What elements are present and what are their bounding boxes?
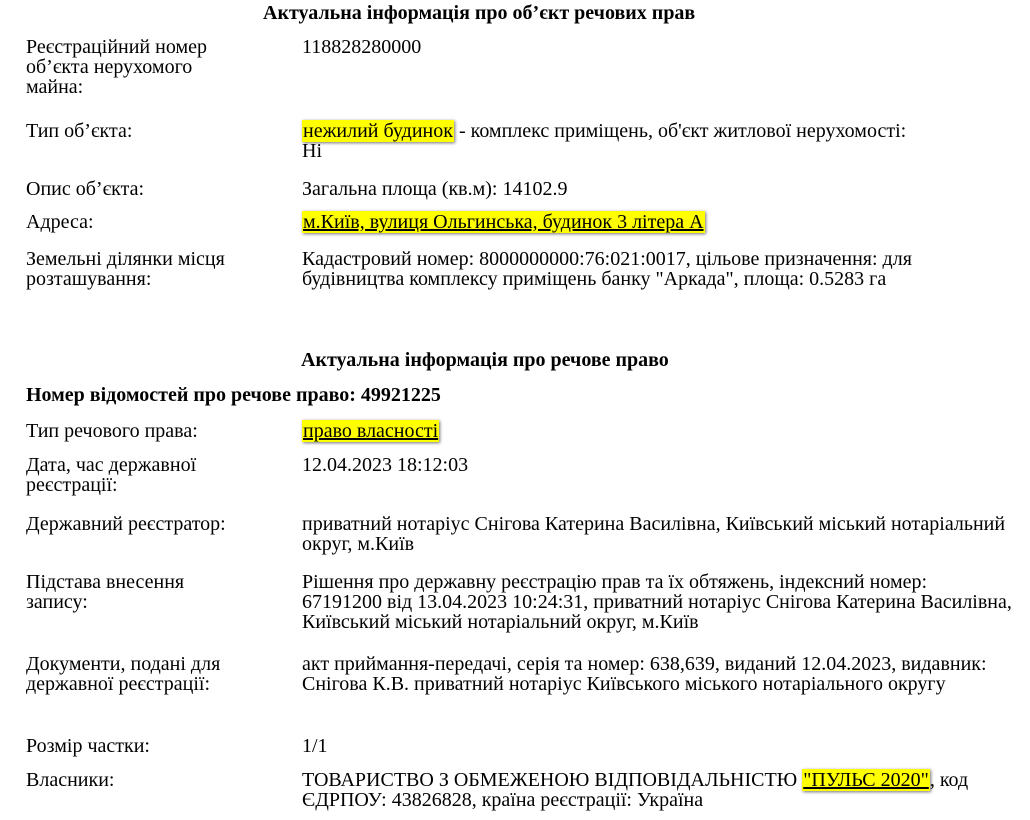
entry-basis-row [26,572,1016,638]
right-section-title: Актуальна інформація про речове право [301,349,669,371]
object-type-row [26,121,1016,165]
registration-number-label: Реєстраційний номер об’єкта нерухомого майна: [26,36,207,98]
documents-row [26,654,1016,720]
share-size-row [26,736,1016,758]
owners-value [302,770,987,810]
object-type-value [302,121,922,161]
object-description-value: Загальна площа (кв.м): 14102.9 [302,178,568,200]
entry-basis-value: Рішення про державну реєстрацію прав та їх обтяжень, індексний номер: 67191200 від 13.04.2023 10:24:31, приватний нотаріус Снігова Катерина Василівна, Київський міський нотаріальний округ, м.Київ [302,571,1012,633]
registration-number-value: 118828280000 [302,36,422,58]
share-size-label: Розмір частки: [26,735,150,757]
registrar-value: приватний нотаріус Снігова Катерина Василівна, Київський міський нотаріальний округ, м.Київ [302,513,1006,555]
owners-highlight[interactable]: "ПУЛЬС 2020" [803,769,929,791]
owners-rest: , код ЄДРПОУ: 43826828, країна реєстрації: Україна [302,769,969,811]
address-label: Адреса: [26,211,94,233]
owners-prefix: ТОВАРИСТВО З ОБМЕЖЕНОЮ ВІДПОВІДАЛЬНІСТЮ [302,769,803,791]
right-type-row [26,421,1016,443]
share-size-value: 1/1 [302,735,328,757]
owners-row [26,770,1016,814]
registrar-row [26,514,1016,558]
right-type-highlight[interactable]: право власності [303,420,439,442]
address-value [302,212,1012,232]
registration-datetime-row [26,455,1016,499]
address-highlight[interactable]: м.Київ, вулиця Ольгинська, будинок 3 літера А [303,211,704,233]
object-description-row [26,179,1016,201]
documents-value: акт приймання-передачі, серія та номер: 638,639, виданий 12.04.2023, видавник: Снігова К.В. приватний нотаріус Київського міського нотаріального округу [302,653,987,695]
object-description-label: Опис об’єкта: [26,178,145,200]
address-row [26,212,1016,234]
registration-datetime-value: 12.04.2023 18:12:03 [302,454,469,476]
object-section-title: Актуальна інформація про об’єкт речових прав [263,2,696,24]
record-number: Номер відомостей про речове право: 49921225 [26,384,441,406]
entry-basis-label: Підстава внесення запису: [26,571,185,613]
right-type-value [302,421,1012,441]
object-type-rest: - комплекс приміщень, об'єкт житлової нерухомості: Ні [302,120,907,162]
registration-datetime-label: Дата, час державної реєстрації: [26,454,197,496]
right-type-label: Тип речового права: [26,420,198,442]
land-plots-value: Кадастровий номер: 8000000000:76:021:0017, цільове призначення: для будівництва комплексу приміщень банку "Аркада", площа: 0.5283 га [302,248,912,290]
object-type-label: Тип об’єкта: [26,120,133,142]
registration-number-row [26,37,1016,103]
land-plots-label: Земельні ділянки місця розташування: [26,248,225,290]
object-type-highlight: нежилий будинок [303,120,453,142]
owners-label: Власники: [26,769,115,791]
registrar-label: Державний реєстратор: [26,513,226,535]
documents-label: Документи, подані для державної реєстрації: [26,653,221,695]
land-plots-row [26,249,1016,315]
